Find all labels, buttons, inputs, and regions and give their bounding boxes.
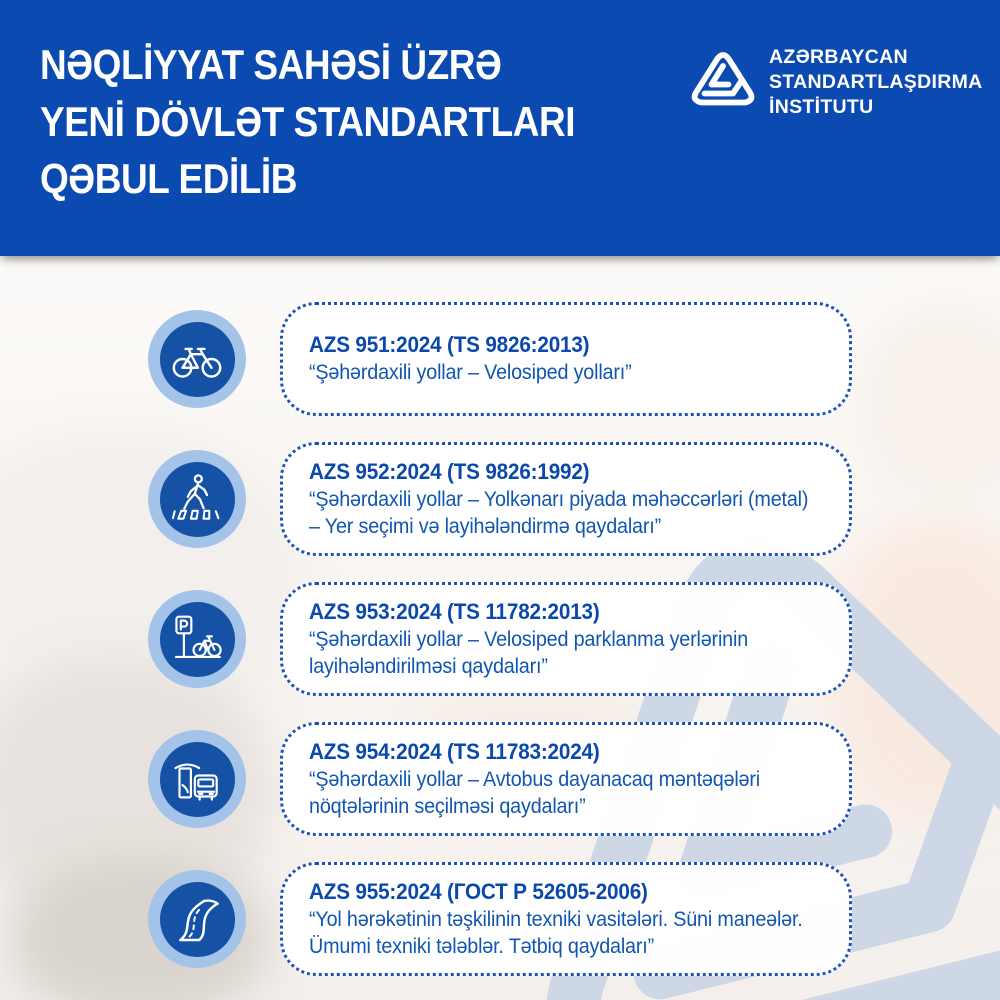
standard-code: AZS 952:2024 (TS 9826:1992) bbox=[309, 458, 590, 484]
header-banner bbox=[0, 0, 1000, 256]
standard-icon-circle bbox=[160, 742, 235, 817]
standard-card bbox=[280, 862, 852, 976]
standard-card-text bbox=[309, 878, 822, 961]
institute-logo-text-line: AZƏRBAYCAN bbox=[769, 46, 908, 68]
standard-code: AZS 951:2024 (TS 9826:2013) bbox=[309, 332, 590, 358]
standard-card-text bbox=[309, 331, 822, 387]
standard-card bbox=[280, 302, 852, 416]
bicycle-parking-icon bbox=[169, 611, 225, 667]
standard-description: “Şəhərdaxili yollar – Yolkənarı piyada məhəccərləri (metal) – Yer seçimi və layihələndirmə qaydaları” bbox=[309, 486, 809, 538]
page-title-line: QƏBUL EDİLİB bbox=[40, 155, 298, 202]
institute-logo-text-line: STANDARTLAŞDIRMA bbox=[769, 71, 983, 93]
standard-code: AZS 954:2024 (TS 11783:2024) bbox=[309, 738, 600, 764]
standard-card-text bbox=[309, 738, 822, 821]
list-item bbox=[0, 722, 1000, 836]
list-item bbox=[0, 862, 1000, 976]
standard-code: AZS 955:2024 (ГОСТ Р 52605-2006) bbox=[309, 878, 648, 904]
list-item bbox=[0, 442, 1000, 556]
standard-icon-badge bbox=[148, 450, 246, 548]
bus-stop-icon bbox=[169, 751, 225, 807]
institute-logo-text-line: İNSTİTUTU bbox=[769, 96, 874, 118]
standard-description: “Şəhərdaxili yollar – Avtobus dayanacaq məntəqələri nöqtələrinin seçilməsi qaydaları” bbox=[309, 766, 760, 818]
standard-card bbox=[280, 442, 852, 556]
standard-card-text bbox=[309, 458, 822, 541]
standard-icon-badge bbox=[148, 590, 246, 688]
standard-icon-badge bbox=[148, 730, 246, 828]
page-title-line: NƏQLİYYAT SAHƏSİ ÜZRƏ bbox=[40, 41, 502, 88]
standard-code: AZS 953:2024 (TS 11782:2013) bbox=[309, 598, 600, 624]
standard-icon-badge bbox=[148, 870, 246, 968]
pedestrian-crossing-icon bbox=[169, 471, 225, 527]
standard-card bbox=[280, 722, 852, 836]
standard-card-text bbox=[309, 598, 822, 681]
institute-logo-text bbox=[769, 45, 983, 120]
standard-description: “Şəhərdaxili yollar – Velosiped parklanma yerlərinin layihələndirilməsi qaydaları” bbox=[309, 626, 749, 678]
institute-logo-icon bbox=[687, 47, 759, 119]
standard-icon-circle bbox=[160, 462, 235, 537]
list-item bbox=[0, 302, 1000, 416]
standard-card bbox=[280, 582, 852, 696]
standard-icon-circle bbox=[160, 322, 235, 397]
standard-description: “Şəhərdaxili yollar – Velosiped yolları” bbox=[309, 360, 632, 385]
page-title-line: YENİ DÖVLƏT STANDARTLARI bbox=[40, 98, 576, 145]
standard-icon-circle bbox=[160, 602, 235, 677]
standard-icon-badge bbox=[148, 310, 246, 408]
winding-road-icon bbox=[169, 891, 225, 947]
page-title bbox=[40, 36, 709, 207]
bicycle-icon bbox=[169, 331, 225, 387]
standard-icon-circle bbox=[160, 882, 235, 957]
standard-description: “Yol hərəkətinin təşkilinin texniki vasitələri. Süni maneələr. Ümumi texniki tələblər. Tətbiq qaydaları” bbox=[309, 906, 803, 958]
institute-logo bbox=[687, 45, 983, 120]
list-item bbox=[0, 582, 1000, 696]
